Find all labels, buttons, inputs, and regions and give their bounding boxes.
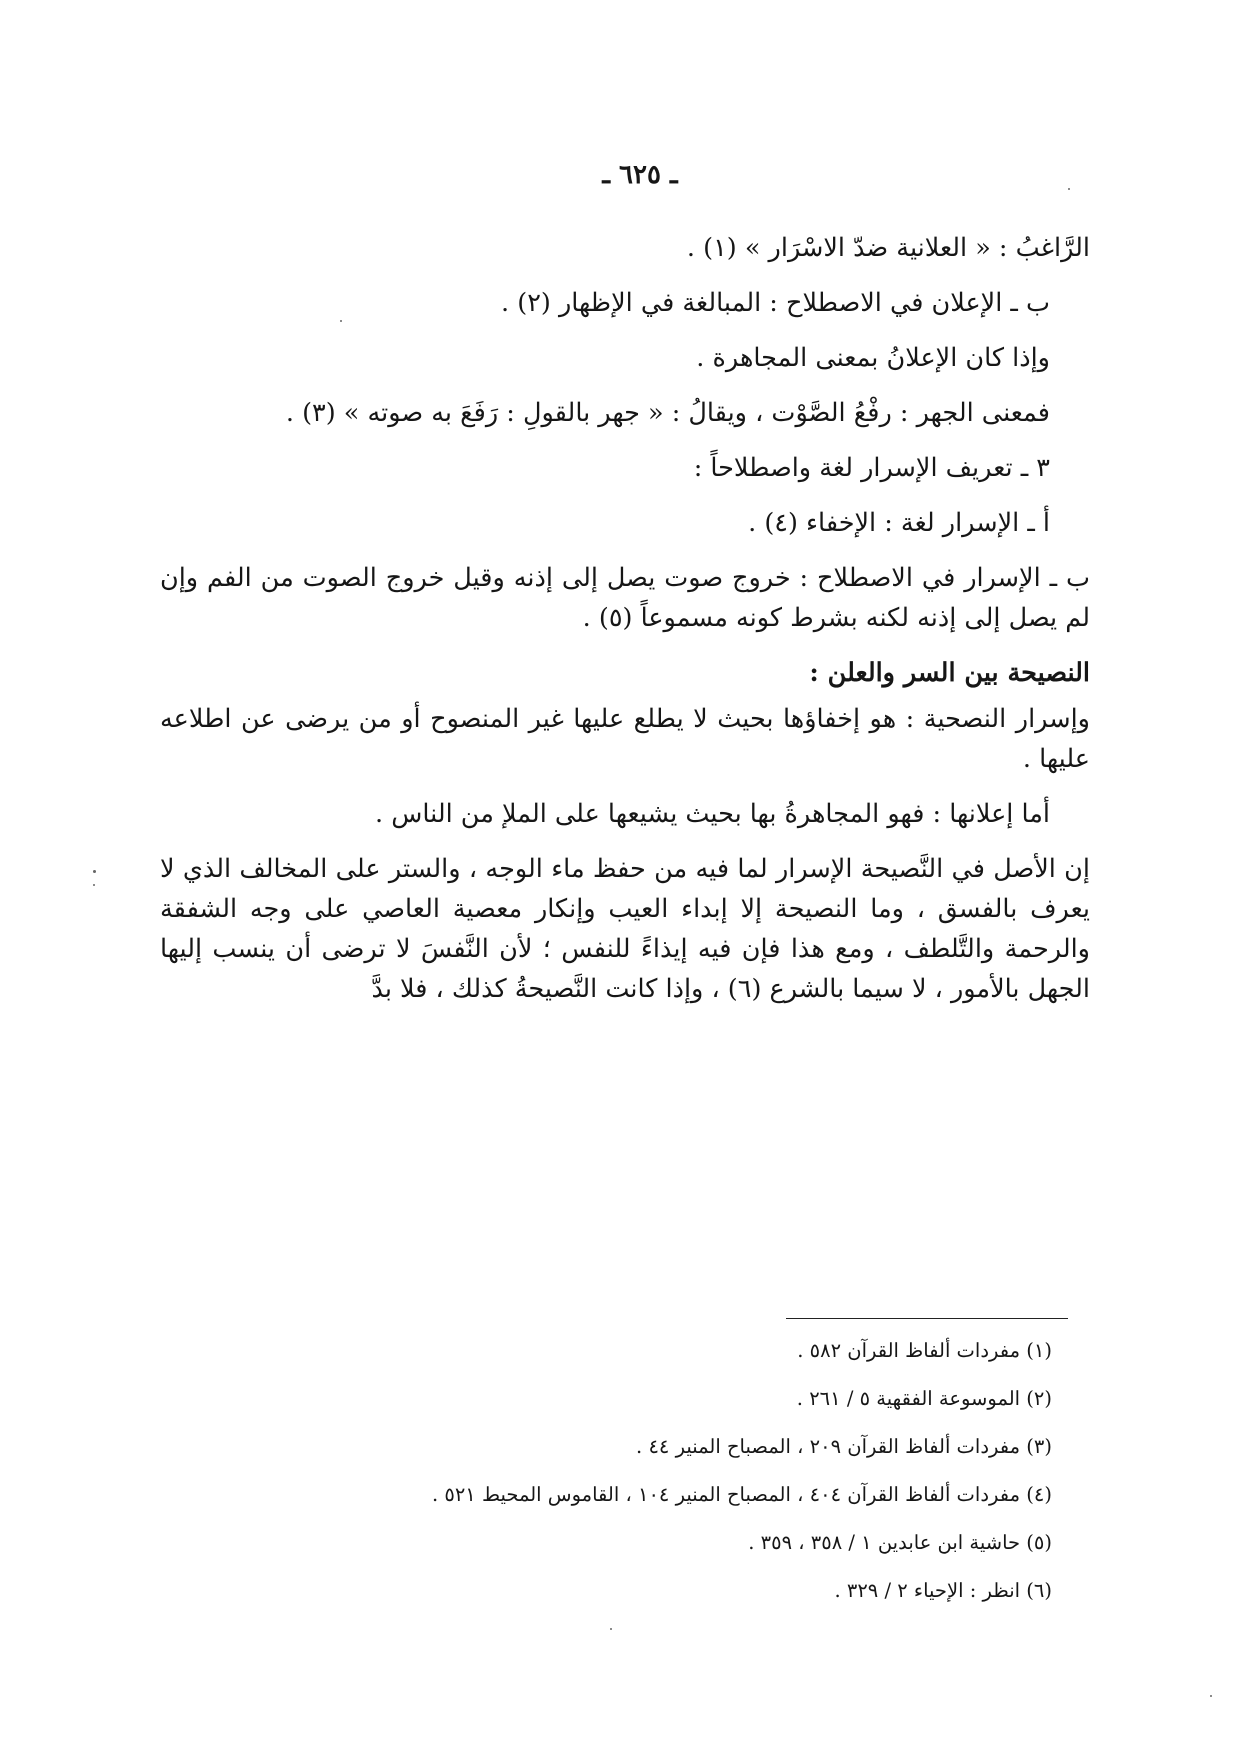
footnote-2: (٢) الموسوعة الفقهية ٥ / ٢٦١ . xyxy=(796,1387,1052,1410)
footnote-6: (٦) انظر : الإحياء ٢ / ٣٢٩ . xyxy=(834,1579,1052,1602)
paragraph-raghib-quote: الرَّاغبُ : « العلانية ضدّ الاسْرَار » (١) . xyxy=(686,233,1090,263)
paragraph-nasiha-israr: وإسرار النصحية : هو إخفاؤها بحيث لا يطلع عليها غير المنصوح أو من يرضى عن اطلاعه عليها . xyxy=(160,704,1090,774)
paragraph-israr-lugha: أ ـ الإسرار لغة : الإخفاء (٤) . xyxy=(748,508,1050,538)
scan-speck xyxy=(93,884,95,886)
paragraph-asl-nasiha: إن الأصل في النَّصيحة الإسرار لما فيه من حفظ ماء الوجه ، والستر على المخالف الذي لا يعرف بالفسق ، وما النصيحة إلا إبداء العيب وإنكار معصية العاصي على وجه الشفقة والرحمة والتَّلطف ، ومع هذا فإن فيه إيذاءً للنفس ؛ لأن النَّفسَ لا ترضى أن ينسب إليها الجهل بالأمور ، لا سيما بالشرع (٦) ، وإذا كانت النَّصيحةُ كذلك ، فلا بدَّ xyxy=(160,854,1090,1004)
footnote-3: (٣) مفردات ألفاظ القرآن ٢٠٩ ، المصباح المنير ٤٤ . xyxy=(636,1435,1052,1458)
footnote-5: (٥) حاشية ابن عابدين ١ / ٣٥٨ ، ٣٥٩ . xyxy=(748,1531,1052,1554)
page-number: ـ ٦٢٥ ـ xyxy=(602,160,678,190)
scan-speck xyxy=(610,1628,612,1630)
paragraph-nasiha-ilan: أما إعلانها : فهو المجاهرةُ بها بحيث يشيعها على الملإ من الناس . xyxy=(375,799,1050,829)
section-heading-israr-definition: ٣ ـ تعريف الإسرار لغة واصطلاحاً : xyxy=(693,453,1050,483)
paragraph-ilan-mujahara: وإذا كان الإعلانُ بمعنى المجاهرة . xyxy=(696,343,1050,373)
paragraph-israr-istilah: ب ـ الإسرار في الاصطلاح : خروج صوت يصل إلى إذنه وقيل خروج الصوت من الفم وإن لم يصل إلى إذنه لكنه بشرط كونه مسموعاً (٥) . xyxy=(160,563,1090,633)
paragraph-jahr-meaning: فمعنى الجهر : رفْعُ الصَّوْت ، ويقالُ : « جهر بالقولِ : رَفَعَ به صوته » (٣) . xyxy=(285,398,1050,428)
footnote-1: (١) مفردات ألفاظ القرآن ٥٨٢ . xyxy=(797,1339,1052,1362)
footnote-divider xyxy=(786,1318,1068,1319)
paragraph-ilan-istilah: ب ـ الإعلان في الاصطلاح : المبالغة في الإظهار (٢) . xyxy=(501,288,1050,318)
scan-speck xyxy=(340,320,342,322)
footnotes xyxy=(300,1335,1052,1623)
scan-speck xyxy=(1068,188,1070,190)
section-heading-nasiha: النصيحة بين السر والعلن : xyxy=(809,658,1090,688)
scan-speck xyxy=(93,870,96,873)
scan-speck xyxy=(1210,1695,1212,1697)
footnote-4: (٤) مفردات ألفاظ القرآن ٤٠٤ ، المصباح المنير ١٠٤ ، القاموس المحيط ٥٢١ . xyxy=(431,1483,1052,1506)
body-text xyxy=(160,228,1090,1024)
